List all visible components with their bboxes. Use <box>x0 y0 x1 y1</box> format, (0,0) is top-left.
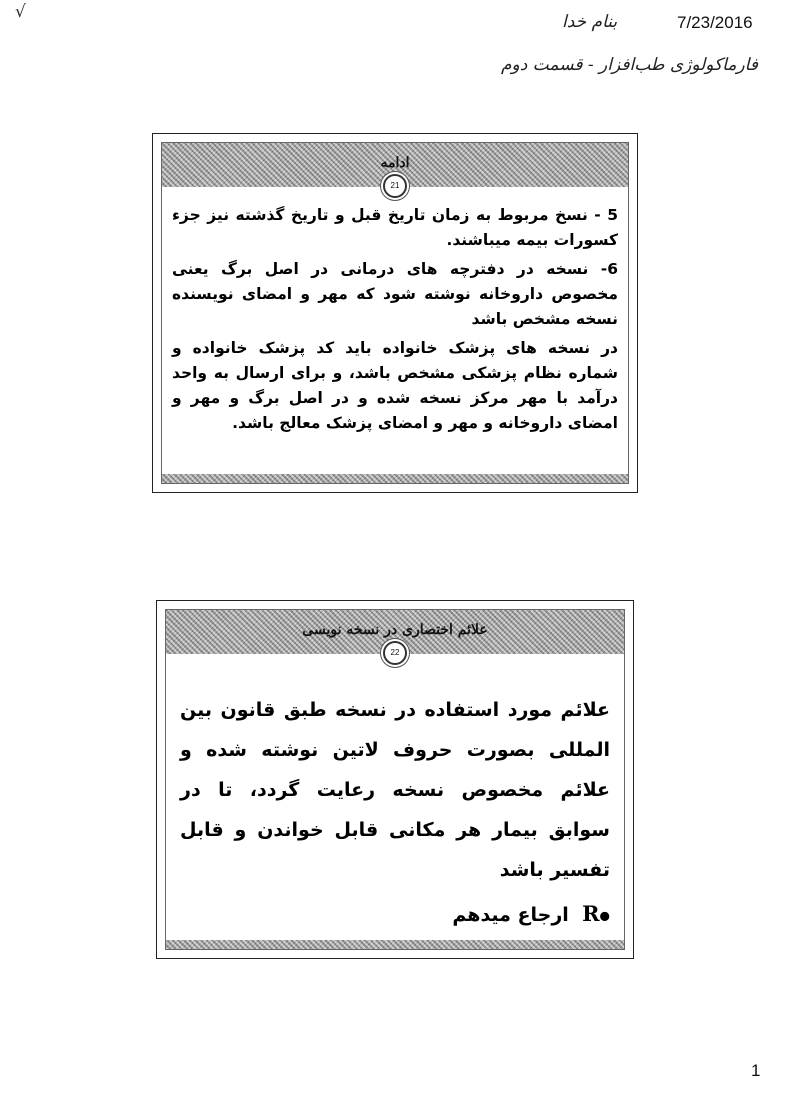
abbreviations-paragraph: علائم مورد استفاده در نسخه طبق قانون بین المللی بصورت حروف لاتین نوشته شده و علائم مخصوص نسخه رعایت گردد، تا در سوابق بیمار هر مکانی قابل خواندن و قابل تفسیر باشد <box>180 699 610 881</box>
print-date: 7/23/2016 <box>677 13 753 32</box>
slide-frame <box>161 142 629 484</box>
slide-number-badge: 21 <box>383 174 407 198</box>
paragraph-item-5: 5 - نسخ مربوط به زمان تاریخ قبل و تاریخ گذشته نیز جزء کسورات بیمه میباشند. <box>172 206 618 249</box>
footer-band <box>166 940 624 949</box>
paragraph-family-physician: در نسخه های پزشک خانواده باید کد پزشک خانواده و شماره نظام پزشکی مشخص باشد، و برای ارسال به واحد درآمد با مهر مرکز نسخه شده و در اصل برگ و مهر و امضای داروخانه و مهر و امضای پزشک معالج باشد. <box>172 339 618 432</box>
page-number: 1 <box>751 1061 761 1080</box>
bullet-dot-icon: ● <box>599 908 610 923</box>
slide-title: ادامه <box>380 155 410 171</box>
rx-symbol: R <box>582 901 600 926</box>
handwritten-heading: بنام خدا <box>562 12 618 32</box>
handwritten-subtitle: فارماکولوژی طب‌افزار - قسمت دوم <box>500 55 758 75</box>
slide-22 <box>156 600 634 959</box>
corner-check-mark: √ <box>15 2 26 22</box>
slide-body <box>180 690 610 936</box>
slide-21 <box>152 133 638 493</box>
bullet-text: ارجاع میدهم <box>452 904 569 926</box>
slide-title: علائم اختصاری در نسخه نویسی <box>302 622 488 638</box>
slide-body <box>172 203 618 440</box>
footer-band <box>162 474 628 483</box>
slide-frame <box>165 609 625 950</box>
slide-number-badge: 22 <box>383 641 407 665</box>
bullet-item <box>180 894 610 936</box>
paragraph-item-6: 6- نسخه در دفترچه های درمانی در اصل برگ یعنی مخصوص داروخانه نوشته شود که مهر و امضای نویسنده نسخه مشخص باشد <box>172 260 618 328</box>
